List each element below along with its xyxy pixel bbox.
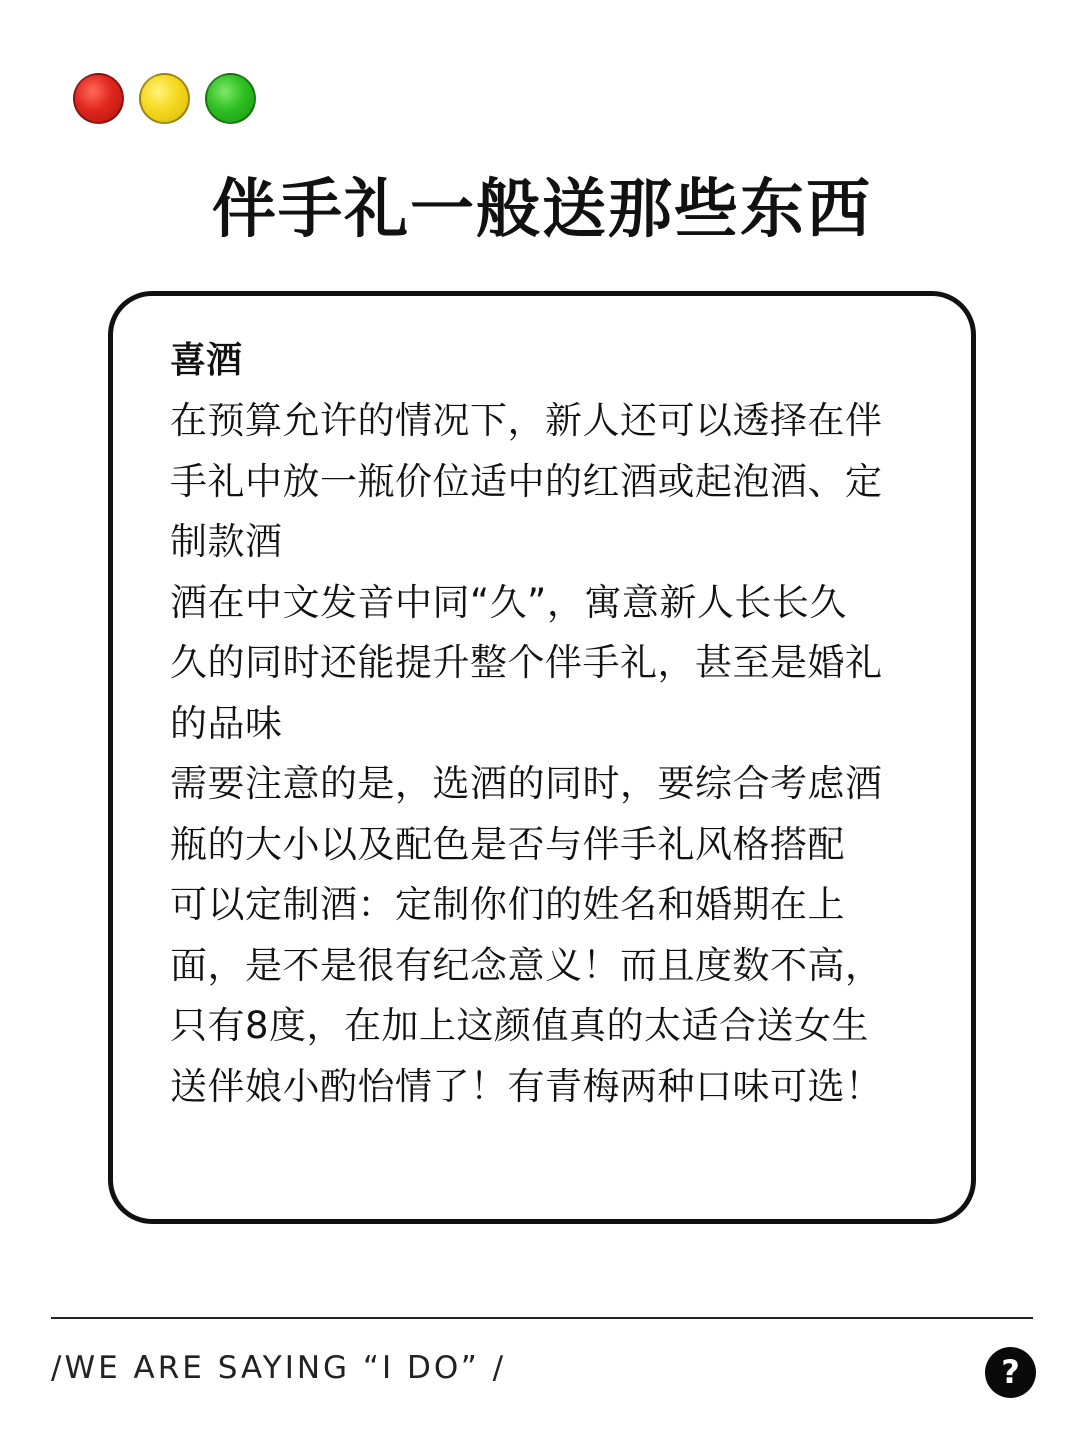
card-line: 久的同时还能提升整个伴手礼，甚至是婚礼 <box>170 641 883 684</box>
footer-tagline: /WE ARE SAYING “I DO” / <box>51 1350 507 1386</box>
yellow-dot-icon <box>139 73 190 124</box>
card-line: 在预算允许的情况下，新人还可以透择在伴 <box>170 399 883 442</box>
card-body <box>170 331 942 1117</box>
page-title: 伴手礼一般送那些东西 <box>212 173 872 247</box>
card-line: 的品味 <box>170 701 283 745</box>
card-line: 酒在中文发音中同“久”，寓意新人长长久 <box>170 580 847 624</box>
card-line: 面，是不是很有纪念意义！而且度数不高， <box>170 943 883 987</box>
card-line: 制款酒 <box>170 520 283 563</box>
card-heading: 喜酒 <box>170 340 243 381</box>
card-line: 只有8度，在加上这颜值真的太适合送女生 <box>170 1004 870 1047</box>
card-line: 手礼中放一瓶价位适中的红酒或起泡酒、定 <box>170 459 883 503</box>
footer-divider <box>51 1317 1033 1319</box>
content-card <box>108 291 976 1224</box>
card-line: 需要注意的是，选酒的同时，要综合考虑酒 <box>170 762 883 805</box>
window-controls <box>73 73 256 124</box>
card-line: 送伴娘小酌怡情了！有青梅两种口味可选！ <box>170 1064 883 1108</box>
question-mark-icon[interactable]: ? <box>985 1347 1036 1398</box>
red-dot-icon <box>73 73 124 124</box>
green-dot-icon <box>205 73 256 124</box>
card-line: 可以定制酒：定制你们的姓名和婚期在上 <box>170 883 845 926</box>
card-line: 瓶的大小以及配色是否与伴手礼风格搭配 <box>170 822 845 866</box>
